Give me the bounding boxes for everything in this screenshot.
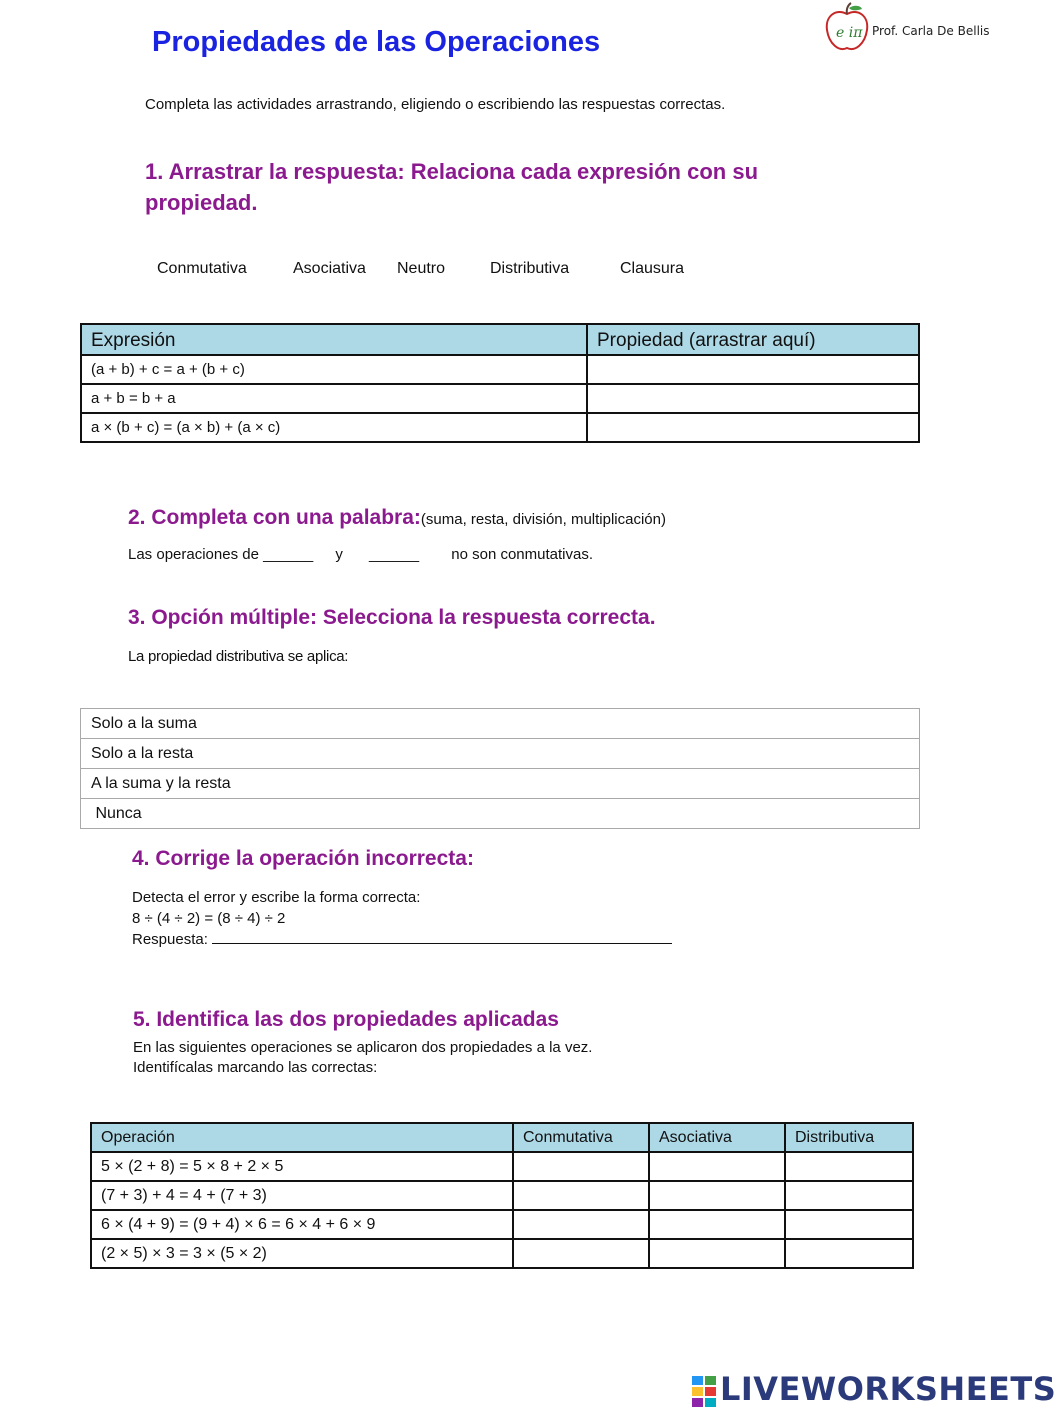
- author-name: Prof. Carla De Bellis: [872, 24, 990, 38]
- operation-cell: 6 × (4 + 9) = (9 + 4) × 6 = 6 × 4 + 6 × 9: [91, 1210, 513, 1239]
- section4-operation: 8 ÷ (4 ÷ 2) = (8 ÷ 4) ÷ 2: [132, 910, 286, 927]
- check-cell[interactable]: [649, 1181, 785, 1210]
- table-row: [81, 413, 919, 442]
- drag-table: [80, 323, 920, 443]
- sentence-end: no son conmutativas.: [451, 546, 593, 563]
- drag-option-conmutativa[interactable]: Conmutativa: [157, 260, 247, 277]
- fill-sentence: [128, 546, 593, 563]
- table-row: [81, 384, 919, 413]
- intro-text: Completa las actividades arrastrando, eligiendo o escribiendo las respuestas correctas.: [145, 96, 726, 113]
- table-row: [91, 1152, 913, 1181]
- check-cell[interactable]: [513, 1210, 649, 1239]
- section4-heading: 4. Corrige la operación incorrecta:: [132, 847, 474, 870]
- page-title: Propiedades de las Operaciones: [152, 26, 601, 58]
- col-distributiva-header: Distributiva: [785, 1123, 913, 1152]
- table-row: [91, 1181, 913, 1210]
- section5-line1: En las siguientes operaciones se aplicaron dos propiedades a la vez.: [133, 1039, 593, 1056]
- check-cell[interactable]: [513, 1152, 649, 1181]
- expression-cell: a × (b + c) = (a × b) + (a × c): [81, 413, 587, 442]
- drag-option-clausura[interactable]: Clausura: [620, 260, 685, 277]
- connector: y: [335, 546, 343, 563]
- choice-option[interactable]: Solo a la resta: [81, 739, 920, 769]
- operation-cell: (7 + 3) + 4 = 4 + (7 + 3): [91, 1181, 513, 1210]
- section2-title: 2. Completa con una palabra:: [128, 506, 421, 529]
- check-cell[interactable]: [785, 1152, 913, 1181]
- col-operation-header: Operación: [91, 1123, 513, 1152]
- author-logo: [822, 2, 1000, 54]
- drag-option-distributiva[interactable]: Distributiva: [490, 260, 570, 277]
- table-row: [81, 355, 919, 384]
- sentence-start: Las operaciones de: [128, 546, 259, 563]
- check-cell[interactable]: [649, 1210, 785, 1239]
- answer-input[interactable]: [212, 929, 672, 944]
- col-property-header: Propiedad (arrastrar aquí): [587, 324, 919, 355]
- drop-target[interactable]: [587, 413, 919, 442]
- blank-input-2[interactable]: ______: [369, 546, 420, 563]
- check-cell[interactable]: [649, 1239, 785, 1268]
- answer-label: Respuesta:: [132, 931, 208, 948]
- operation-cell: 5 × (2 + 8) = 5 × 8 + 2 × 5: [91, 1152, 513, 1181]
- brand-name: LIVEWORKSHEETS: [720, 1370, 1056, 1408]
- choice-table: [80, 708, 920, 829]
- drag-option-neutro[interactable]: Neutro: [397, 260, 446, 277]
- check-cell[interactable]: [649, 1152, 785, 1181]
- liveworksheets-icon: [692, 1374, 718, 1408]
- section4-instruction: Detecta el error y escribe la forma correcta:: [132, 889, 421, 906]
- blank-input-1[interactable]: ______: [263, 546, 314, 563]
- choice-option[interactable]: Nunca: [81, 799, 920, 829]
- table-row: [91, 1239, 913, 1268]
- drop-target[interactable]: [587, 384, 919, 413]
- section2-hint: (suma, resta, división, multiplicación): [420, 511, 666, 528]
- drop-target[interactable]: [587, 355, 919, 384]
- drag-option-asociativa[interactable]: Asociativa: [293, 260, 366, 277]
- apple-logo-icon: [822, 2, 872, 54]
- section1-heading: 1. Arrastrar la respuesta: Relaciona cada expresión con su propiedad.: [145, 159, 759, 215]
- section3-question: La propiedad distributiva se aplica:: [128, 648, 349, 665]
- section3-heading: 3. Opción múltiple: Selecciona la respuesta correcta.: [128, 606, 656, 629]
- properties-table: [90, 1122, 914, 1269]
- choice-option[interactable]: A la suma y la resta: [81, 769, 920, 799]
- check-cell[interactable]: [785, 1239, 913, 1268]
- col-conmutativa-header: Conmutativa: [513, 1123, 649, 1152]
- section4-body: [132, 887, 672, 950]
- expression-cell: (a + b) + c = a + (b + c): [81, 355, 587, 384]
- section5-body: [133, 1038, 592, 1078]
- operation-cell: (2 × 5) × 3 = 3 × (5 × 2): [91, 1239, 513, 1268]
- check-cell[interactable]: [785, 1210, 913, 1239]
- choice-option[interactable]: Solo a la suma: [81, 709, 920, 739]
- check-cell[interactable]: [513, 1239, 649, 1268]
- check-cell[interactable]: [785, 1181, 913, 1210]
- section2-heading: [128, 506, 666, 530]
- col-asociativa-header: Asociativa: [649, 1123, 785, 1152]
- section5-line2: Identifícalas marcando las correctas:: [133, 1059, 378, 1076]
- check-cell[interactable]: [513, 1181, 649, 1210]
- col-expression-header: Expresión: [81, 324, 587, 355]
- section5-heading: 5. Identifica las dos propiedades aplicadas: [133, 1008, 559, 1031]
- table-row: [91, 1210, 913, 1239]
- logo-letters: e iπ: [836, 25, 863, 41]
- expression-cell: a + b = b + a: [81, 384, 587, 413]
